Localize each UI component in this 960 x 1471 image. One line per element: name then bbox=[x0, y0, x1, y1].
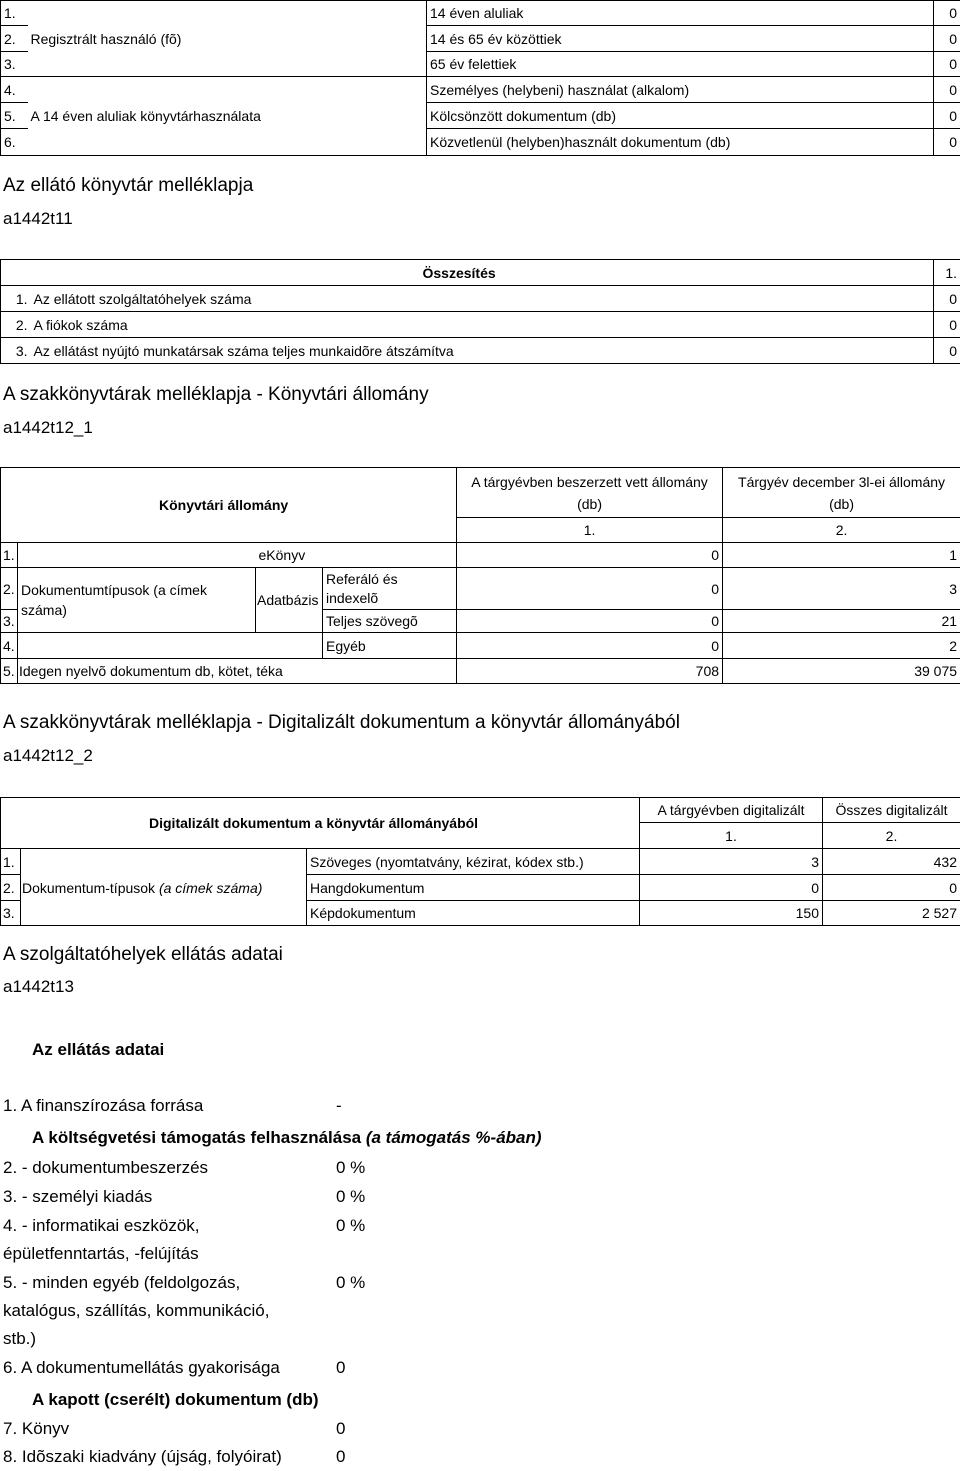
row-number: 2. bbox=[1, 312, 31, 338]
usage-table bbox=[0, 0, 960, 156]
item-label: stb.) bbox=[3, 1329, 37, 1348]
subsection-heading: Az ellátás adatai bbox=[32, 1040, 165, 1059]
column-header-1: A tárgyévben beszerzett vett állomány (db) bbox=[457, 468, 723, 518]
table-header: Digitalizált dokumentum a könyvtár állományából bbox=[1, 798, 640, 849]
column-number: 1. bbox=[934, 260, 960, 286]
column-header-2: Összes digitalizált bbox=[823, 798, 960, 823]
row-label: A fiókok száma bbox=[31, 312, 934, 338]
row-number: 1. bbox=[1, 1, 28, 26]
item-value: 0 % bbox=[336, 1273, 366, 1292]
row-value-1: 3 bbox=[640, 849, 823, 875]
item-label: épületfenntartás, -felújítás bbox=[3, 1244, 199, 1263]
row-value-2: 0 bbox=[823, 875, 960, 901]
row-desc: 14 és 65 év közöttiek bbox=[427, 26, 934, 52]
holdings-table bbox=[0, 467, 960, 684]
row-number: 3. bbox=[1, 901, 21, 926]
row-value: 0 bbox=[934, 286, 960, 312]
item-label: katalógus, szállítás, kommunikáció, bbox=[3, 1301, 270, 1320]
section-code: a1442t13 bbox=[3, 977, 74, 996]
row-number: 4. bbox=[1, 633, 18, 659]
table-header: Összesítés bbox=[31, 260, 934, 286]
row-value-1: 150 bbox=[640, 901, 823, 926]
section-title: A szakkönyvtárak melléklapja - Könyvtári állomány bbox=[3, 384, 429, 405]
item-label: 3. - személyi kiadás bbox=[3, 1187, 153, 1206]
item-value: 0 % bbox=[336, 1187, 366, 1206]
row-value-2: 2 527 bbox=[823, 901, 960, 926]
row-label bbox=[28, 52, 427, 77]
row-value: 0 bbox=[934, 338, 960, 364]
row-value: 0 bbox=[934, 26, 960, 52]
row-value-2: 21 bbox=[723, 610, 960, 633]
item-value: 0 % bbox=[336, 1158, 366, 1177]
group-label: Dokumentumtípusok (a címek száma) bbox=[18, 568, 256, 633]
group-label: Dokumentum-típusok (a címek száma) bbox=[21, 875, 307, 901]
item-label: 4. - informatikai eszközök, bbox=[3, 1216, 200, 1235]
row-desc: 65 év felettiek bbox=[427, 52, 934, 77]
row-number: 1. bbox=[1, 286, 31, 312]
row-number: 3. bbox=[1, 338, 31, 364]
financing-value: - bbox=[336, 1096, 342, 1115]
row-label: Az ellátott szolgáltatóhelyek száma bbox=[31, 286, 934, 312]
summary-table bbox=[0, 259, 960, 364]
row-number: 3. bbox=[1, 52, 28, 77]
row-value-1: 0 bbox=[457, 568, 723, 610]
row-value-1: 0 bbox=[457, 610, 723, 633]
column-number-2: 2. bbox=[823, 823, 960, 849]
row-value-2: 1 bbox=[723, 543, 960, 568]
row-label: Szöveges (nyomtatvány, kézirat, kódex stb.) bbox=[307, 849, 640, 875]
row-label: Egyéb bbox=[323, 633, 457, 659]
row-number: 1. bbox=[1, 849, 21, 875]
row-number: 1. bbox=[1, 543, 18, 568]
row-number: 6. bbox=[1, 129, 28, 156]
row-label: Az ellátást nyújtó munkatársak száma teljes munkaidõre átszámítva bbox=[31, 338, 934, 364]
row-label bbox=[28, 77, 427, 103]
row-label: Képdokumentum bbox=[307, 901, 640, 926]
adatbazis-label: Adatbázis bbox=[256, 568, 323, 633]
frequency-value: 0 bbox=[336, 1358, 346, 1377]
row-label: Regisztrált használó (fõ) bbox=[28, 26, 427, 52]
column-header-1: A tárgyévben digitalizált bbox=[640, 798, 823, 823]
item-label: 2. - dokumentumbeszerzés bbox=[3, 1158, 209, 1177]
section-title: A szolgáltatóhelyek ellátás adatai bbox=[3, 944, 283, 965]
periodical-label: 8. Idõszaki kiadvány (újság, folyóirat) bbox=[3, 1447, 282, 1466]
row-desc: Személyes (helybeni) használat (alkalom) bbox=[427, 77, 934, 103]
row-label: Referáló és indexelõ bbox=[323, 568, 457, 610]
row-label: Hangdokumentum bbox=[307, 875, 640, 901]
subsection-heading: A kapott (cserélt) dokumentum (db) bbox=[32, 1390, 319, 1409]
book-label: 7. Könyv bbox=[3, 1419, 70, 1438]
row-label: Teljes szövegõ bbox=[323, 610, 457, 633]
row-value-1: 0 bbox=[640, 875, 823, 901]
row-value: 0 bbox=[934, 129, 960, 156]
row-value-1: 0 bbox=[457, 633, 723, 659]
column-header-2: Tárgyév december 3l-ei állomány (db) bbox=[723, 468, 960, 518]
row-label bbox=[28, 1, 427, 26]
item-value: 0 % bbox=[336, 1216, 366, 1235]
section-code: a1442t11 bbox=[3, 209, 73, 228]
periodical-value: 0 bbox=[336, 1447, 346, 1466]
item-label: 5. - minden egyéb (feldolgozás, bbox=[3, 1273, 241, 1292]
column-number-1: 1. bbox=[640, 823, 823, 849]
book-value: 0 bbox=[336, 1419, 346, 1438]
section-code: a1442t12_1 bbox=[3, 418, 93, 437]
financing-label: 1. A finanszírozása forrása bbox=[3, 1096, 204, 1115]
row-value-1: 708 bbox=[457, 659, 723, 684]
row-desc: 14 éven aluliak bbox=[427, 1, 934, 26]
row-number: 5. bbox=[1, 659, 18, 684]
row-number: 5. bbox=[1, 103, 28, 129]
row-value: 0 bbox=[934, 103, 960, 129]
row-number: 2. bbox=[1, 568, 18, 610]
section-code: a1442t12_2 bbox=[3, 746, 93, 765]
row-label: A 14 éven aluliak könyvtárhasználata bbox=[28, 103, 427, 129]
column-number-1: 1. bbox=[457, 518, 723, 543]
row-value-1: 0 bbox=[457, 543, 723, 568]
row-value: 0 bbox=[934, 1, 960, 26]
row-label bbox=[28, 129, 427, 156]
frequency-label: 6. A dokumentumellátás gyakorisága bbox=[3, 1358, 280, 1377]
row-label: Idegen nyelvõ dokumentum db, kötet, téka bbox=[18, 659, 457, 684]
section-title: A szakkönyvtárak melléklapja - Digitalizált dokumentum a könyvtár állományából bbox=[3, 712, 680, 733]
subsection-heading: A költségvetési támogatás felhasználása (a támogatás %-ában) bbox=[32, 1128, 542, 1147]
section-title: Az ellátó könyvtár melléklapja bbox=[3, 175, 254, 196]
row-value: 0 bbox=[934, 77, 960, 103]
column-number-2: 2. bbox=[723, 518, 960, 543]
row-number: 2. bbox=[1, 26, 28, 52]
row-value: 0 bbox=[934, 312, 960, 338]
row-value-2: 432 bbox=[823, 849, 960, 875]
row-value-2: 2 bbox=[723, 633, 960, 659]
row-value-2: 39 075 bbox=[723, 659, 960, 684]
row-number: 3. bbox=[1, 610, 18, 633]
row-desc: Közvetlenül (helyben)használt dokumentum (db) bbox=[427, 129, 934, 156]
table-header: Könyvtári állomány bbox=[1, 468, 457, 543]
row-value: 0 bbox=[934, 52, 960, 77]
row-number: 4. bbox=[1, 77, 28, 103]
row-label: eKönyv bbox=[256, 543, 457, 568]
row-value-2: 3 bbox=[723, 568, 960, 610]
row-desc: Kölcsönzött dokumentum (db) bbox=[427, 103, 934, 129]
digitized-table bbox=[0, 797, 960, 926]
row-number: 2. bbox=[1, 875, 21, 901]
